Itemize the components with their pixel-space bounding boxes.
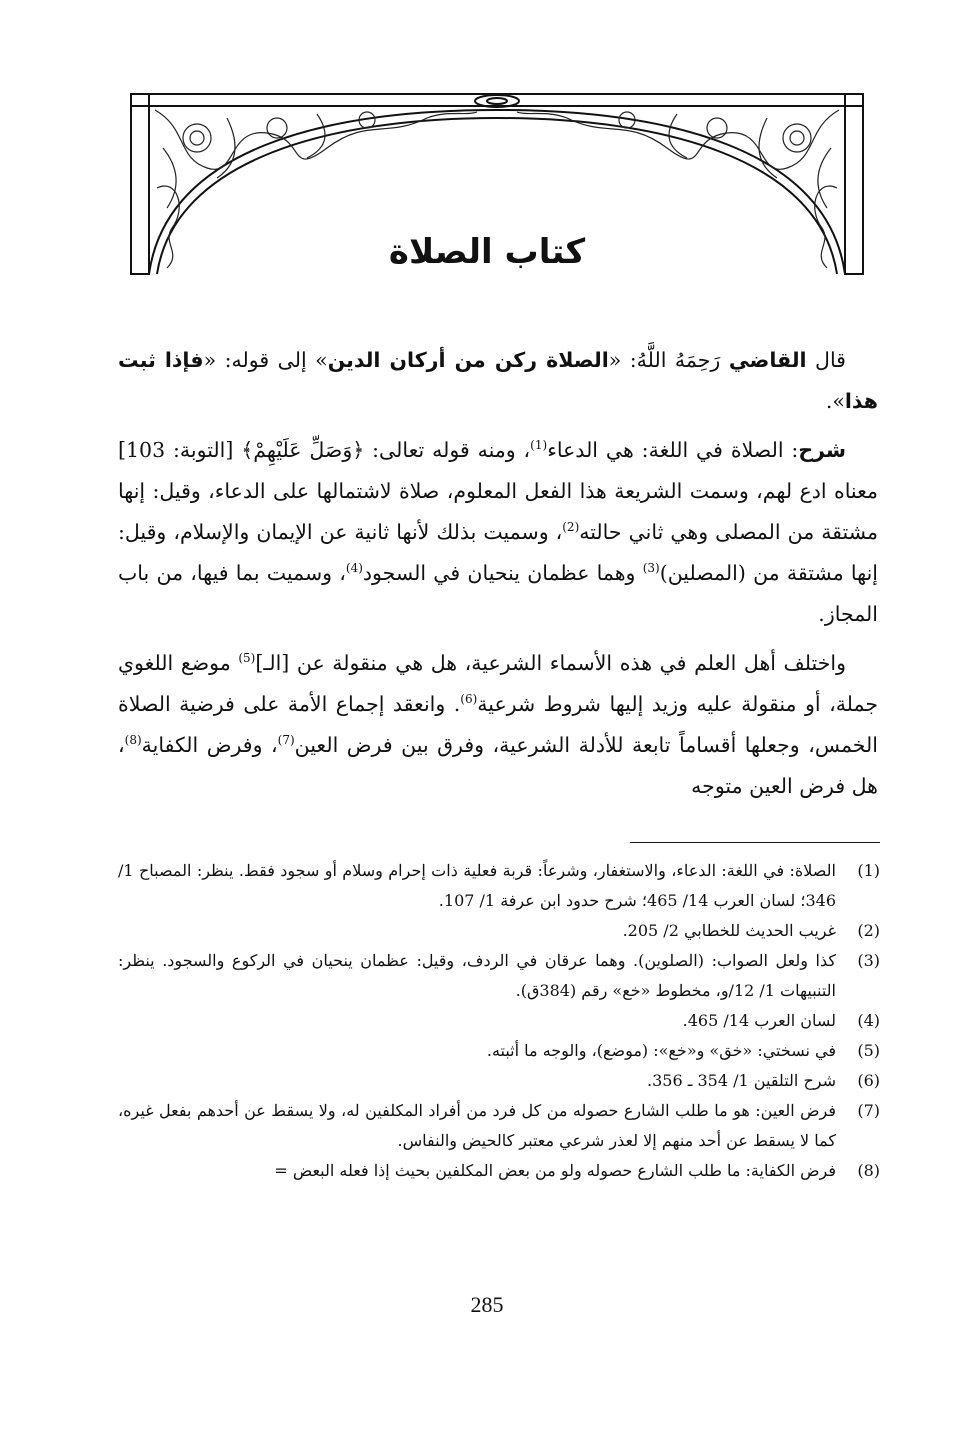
author-name: القاضي	[728, 348, 807, 372]
quoted-text: الصلاة ركن من أركان الدين	[327, 348, 609, 372]
footnote-ref-8[interactable]: (8)	[124, 733, 142, 748]
main-text	[118, 340, 878, 815]
footnote-item: (8) فرض الكفاية: ما طلب الشارع حصوله ولو من بعض المكلفين بحيث إذا فعله البعض =	[274, 1161, 880, 1180]
footnote-item: (4) لسان العرب 14/ 465.	[682, 1011, 880, 1030]
footnote-ref-2[interactable]: (2)	[562, 520, 580, 535]
page-number: 285	[470, 1292, 504, 1317]
chapter-title: كتاب الصلاة	[388, 232, 586, 272]
sharh-label: شرح	[798, 438, 846, 462]
footnote-ref-4[interactable]: (4)	[345, 561, 363, 576]
second-paragraph: واختلف أهل العلم في هذه الأسماء الشرعية، هل هي منقولة عن [الـ]$^{(5)}$ موضع اللغوي جملة، أو منقولة عليه وزيد إليها شروط شرعية$^{(6)}$. وانعقد إجماع الأمة على فرضية الصلاة الخمس، وجعلها أقساماً تابعة للأدلة الشرعية، وفرق بين فرض العين$^{(7)}$، وفرض الكفاية$^{(8)}$، هل فرض العين متوجه	[118, 651, 878, 798]
footnote-ref-5[interactable]: (5)	[238, 651, 256, 666]
footnotes	[118, 856, 880, 1186]
footnote-item: (5) في نسختي: «خق» و«خع»: (موضع)، والوجه ما أثبته.	[486, 1041, 880, 1060]
footnote-ref-6[interactable]: (6)	[460, 692, 478, 707]
intro-paragraph: قال القاضي رَحِمَهُ اللَّهُ: «الصلاة ركن من أركان الدين» إلى قوله: «فإذا ثبت هذا».	[118, 348, 878, 413]
footnote-ref-7[interactable]: (7)	[277, 733, 295, 748]
footnote-ref-3[interactable]: (3)	[642, 561, 660, 576]
footnote-item: (2) غريب الحديث للخطابي 2/ 205.	[622, 921, 880, 940]
footnote-item: (1) الصلاة: في اللغة: الدعاء، والاستغفار، وشرعاً: قربة فعلية ذات إحرام وسلام أو سجود فقط. ينظر: المصباح 1/ 346؛ لسان العرب 14/ 465؛ شرح حدود ابن عرفة 1/ 107.	[118, 861, 880, 910]
footnote-item: (3) كذا ولعل الصواب: (الصلوين). وهما عرقان في الردف، وقيل: عظمان ينحيان في الركوع والسجود. ينظر: التنبيهات 1/ 12/و، مخطوط «خع» رقم (384ق).	[118, 951, 880, 1000]
footnote-item: (6) شرح التلقين 1/ 354 ـ 356.	[647, 1071, 880, 1090]
footnote-ref-1[interactable]: (1)	[530, 438, 548, 453]
sharh-paragraph: شرح: الصلاة في اللغة: هي الدعاء$^{(1)}$، ومنه قوله تعالى: ﴿وَصَلِّ عَلَيْهِمْ﴾ [التوبة: 103] معناه ادع لهم، وسمت الشريعة هذا الفعل المعلوم، صلاة لاشتمالها على الدعاء، وقيل: إنها مشتقة من المصلى وهي ثاني حالته$^{(2)}$، وسميت بذلك لأنها ثانية عن الإيمان والإسلام، وقيل: إنها مشتقة من (المصلين)$^{(3)}$ وهما عظمان ينحيان في السجود$^{(4)}$، وسميت بما فيها، من باب المجاز.	[118, 438, 879, 626]
quoted-text-end: فإذا ثبت هذا	[118, 348, 878, 413]
footnote-separator	[630, 842, 880, 843]
footnote-item: (7) فرض العين: هو ما طلب الشارع حصوله من كل فرد من أفراد المكلفين له، ولا يسقط عن أحدهم بفعل غيره، كما لا يسقط عن أحد منهم إلا لعذر شرعي معتبر كالحيض والنفاس.	[118, 1101, 880, 1150]
